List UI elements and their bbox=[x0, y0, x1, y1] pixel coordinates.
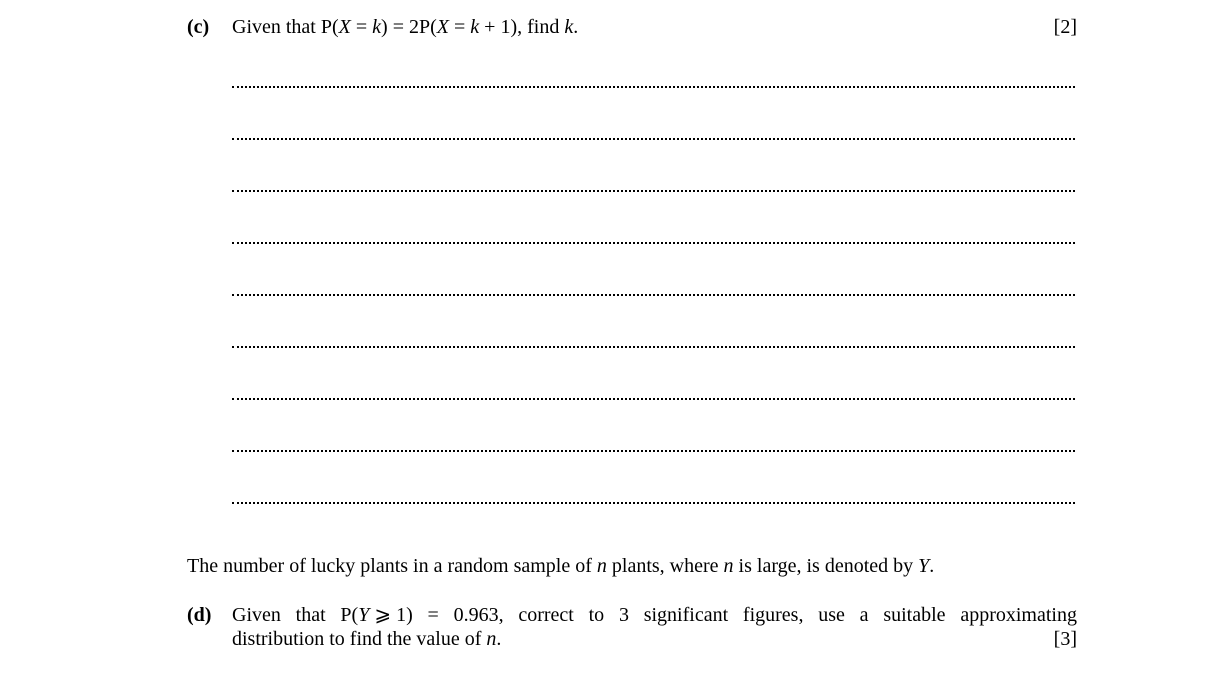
answer-line[interactable] bbox=[232, 86, 1075, 88]
part-c-question: Given that P(X = k) = 2P(X = k + 1), find k. bbox=[232, 16, 579, 38]
answer-line[interactable] bbox=[232, 294, 1075, 296]
answer-line[interactable] bbox=[232, 502, 1075, 504]
part-d-marks: [3] bbox=[1053, 628, 1077, 650]
part-d-question-line2: distribution to find the value of n. bbox=[232, 628, 502, 650]
answer-line[interactable] bbox=[232, 346, 1075, 348]
answer-line[interactable] bbox=[232, 450, 1075, 452]
answer-line[interactable] bbox=[232, 138, 1075, 140]
part-c-marks: [2] bbox=[1053, 16, 1077, 38]
answer-line[interactable] bbox=[232, 190, 1075, 192]
answer-line[interactable] bbox=[232, 398, 1075, 400]
intro-paragraph: The number of lucky plants in a random sample of n plants, where n is large, is denoted by Y. bbox=[187, 555, 935, 577]
answer-line[interactable] bbox=[232, 242, 1075, 244]
part-d-label: (d) bbox=[187, 604, 212, 626]
part-c-label: (c) bbox=[187, 16, 210, 38]
part-d-question-line1: Given that P(Y ⩾ 1) = 0.963, correct to 3 significant figures, use a suitable approximating bbox=[232, 604, 1077, 626]
